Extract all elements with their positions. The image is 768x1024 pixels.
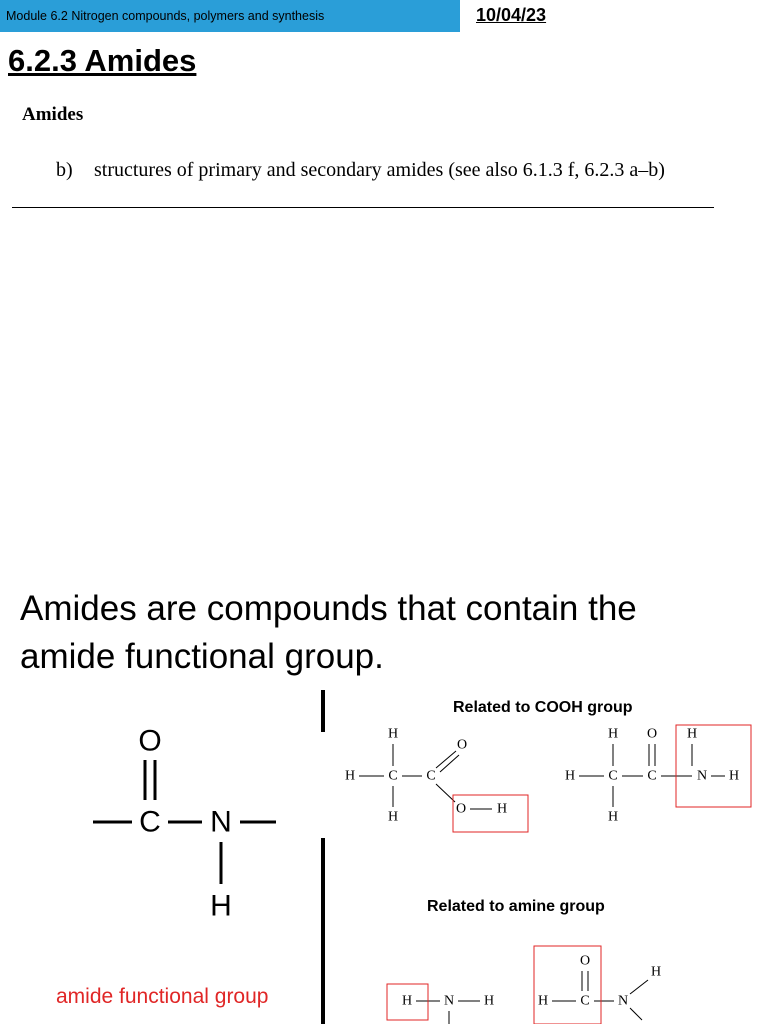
module-banner: [0, 0, 460, 32]
ethanamide-c1: C: [608, 768, 618, 784]
ethanamide-h-top: H: [607, 726, 619, 742]
ethanoic-h-hydroxyl: H: [496, 801, 508, 817]
amide-example-o: O: [579, 953, 591, 969]
ethanoic-c2: C: [426, 768, 436, 784]
ethanamide-h-left: H: [564, 768, 576, 784]
spec-item-letter: b): [56, 159, 73, 181]
carbonyl-highlight-box: [534, 946, 601, 1024]
spec-heading: Amides: [22, 104, 84, 125]
ethanamide-nh-h-top: H: [686, 726, 698, 742]
cooh-comparison-diagram: [330, 720, 768, 840]
ethanoic-bond: [440, 755, 459, 772]
ethanamide-h-bottom: H: [607, 809, 619, 825]
amide-caption: amide functional group: [56, 985, 269, 1008]
amine-comparison-diagram: [380, 940, 768, 1024]
ethanoic-bond: [436, 784, 455, 802]
amide-example-h-left: H: [537, 993, 549, 1009]
amide-example-bond: [630, 980, 648, 994]
ethanoic-h-left: H: [344, 768, 356, 784]
amine-heading: Related to amine group: [427, 898, 605, 915]
ethanoic-bond: [436, 751, 456, 768]
spec-divider: [12, 207, 714, 208]
vertical-divider-upper: [321, 690, 325, 732]
ethanamide-o: O: [646, 726, 658, 742]
ammonia-h-right: H: [483, 993, 495, 1009]
ethanamide-c2: C: [647, 768, 657, 784]
amide-example-n: N: [617, 993, 629, 1009]
page-title: 6.2.3 Amides: [8, 43, 197, 78]
module-label: Module 6.2 Nitrogen compounds, polymers and synthesis: [6, 9, 325, 23]
ammonia-n: N: [443, 993, 455, 1009]
lesson-date: 10/04/23: [476, 5, 547, 25]
ethanoic-h-top: H: [387, 726, 399, 742]
amide-example-c: C: [580, 993, 590, 1009]
amide-h-atom: H: [210, 889, 232, 923]
ethanamide-n: N: [696, 768, 708, 784]
ethanoic-o-hydroxyl: O: [455, 801, 467, 817]
amide-functional-group-diagram: [80, 720, 290, 930]
spec-item-text: structures of primary and secondary amides (see also 6.1.3 f, 6.2.3 a–b): [94, 159, 665, 181]
ethanamide-h-right: H: [728, 768, 740, 784]
amide-o-atom: O: [138, 724, 162, 758]
ethanoic-c1: C: [388, 768, 398, 784]
ethanoic-h-bottom: H: [387, 809, 399, 825]
ammonia-h-left: H: [401, 993, 413, 1009]
ethanoic-o-double: O: [456, 737, 468, 753]
amide-n-atom: N: [210, 805, 232, 839]
vertical-divider-lower: [321, 838, 325, 1024]
amide-example-bond: [630, 1008, 642, 1020]
amide-c-atom: C: [139, 805, 161, 839]
amide-example-h-right: H: [650, 964, 662, 980]
cooh-heading: Related to COOH group: [453, 699, 633, 716]
intro-text: Amides are compounds that contain the amide functional group.: [20, 589, 637, 676]
